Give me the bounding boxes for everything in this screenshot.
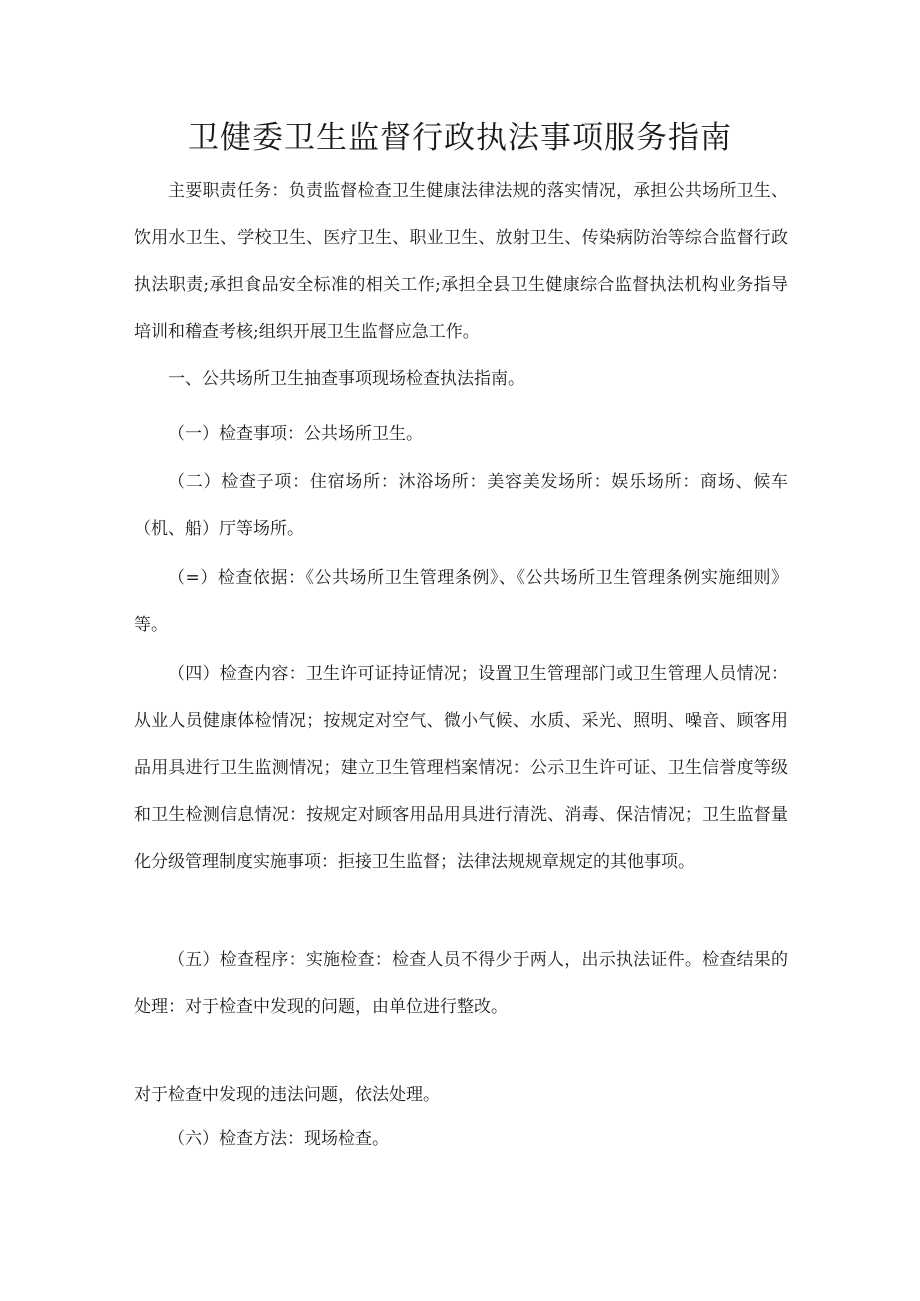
inspection-procedure-paragraph: （五）检查程序：实施检查：检查人员不得少于两人，出示执法证件。检查结果的处理：对于检查中发现的问题，由单位进行整改。 bbox=[134, 950, 788, 1017]
inspection-basis-paragraph: （=）检查依据：《公共场所卫生管理条例》、《公共场所卫生管理条例实施细则》等。 bbox=[134, 568, 788, 635]
violation-handling-paragraph: 对于检查中发现的违法问题，依法处理。 bbox=[134, 1085, 440, 1105]
inspection-item-paragraph: （一）检查事项：公共场所卫生。 bbox=[168, 424, 423, 444]
inspection-subitem-paragraph: （二）检查子项：住宿场所：沐浴场所：美容美发场所：娱乐场所：商场、候车（机、船）厅等场所。 bbox=[134, 472, 788, 539]
document-title: 卫健委卫生监督行政执法事项服务指南 bbox=[188, 120, 732, 156]
inspection-method-paragraph: （六）检查方法：现场检查。 bbox=[168, 1129, 389, 1149]
duties-paragraph: 主要职责任务：负责监督检查卫生健康法律法规的落实情况，承担公共场所卫生、饮用水卫生、学校卫生、医疗卫生、职业卫生、放射卫生、传染病防治等综合监督行政执法职责;承担食品安全标准的相关工作;承担全县卫生健康综合监督执法机构业务指导培训和稽查考核;组织开展卫生监督应急工作。 bbox=[134, 181, 788, 342]
section-heading: 一、公共场所卫生抽查事项现场检查执法指南。 bbox=[168, 369, 525, 389]
inspection-content-paragraph: （四）检查内容：卫生许可证持证情况；设置卫生管理部门或卫生管理人员情况：从业人员健康体检情况；按规定对空气、微小气候、水质、采光、照明、噪音、顾客用品用具进行卫生监测情况；建立卫生管理档案情况：公示卫生许可证、卫生信誉度等级和卫生检测信息情况：按规定对顾客用品用具进行清洗、消毒、保洁情况；卫生监督量化分级管理制度实施事项：拒接卫生监督；法律法规规章规定的其他事项。 bbox=[134, 664, 788, 872]
